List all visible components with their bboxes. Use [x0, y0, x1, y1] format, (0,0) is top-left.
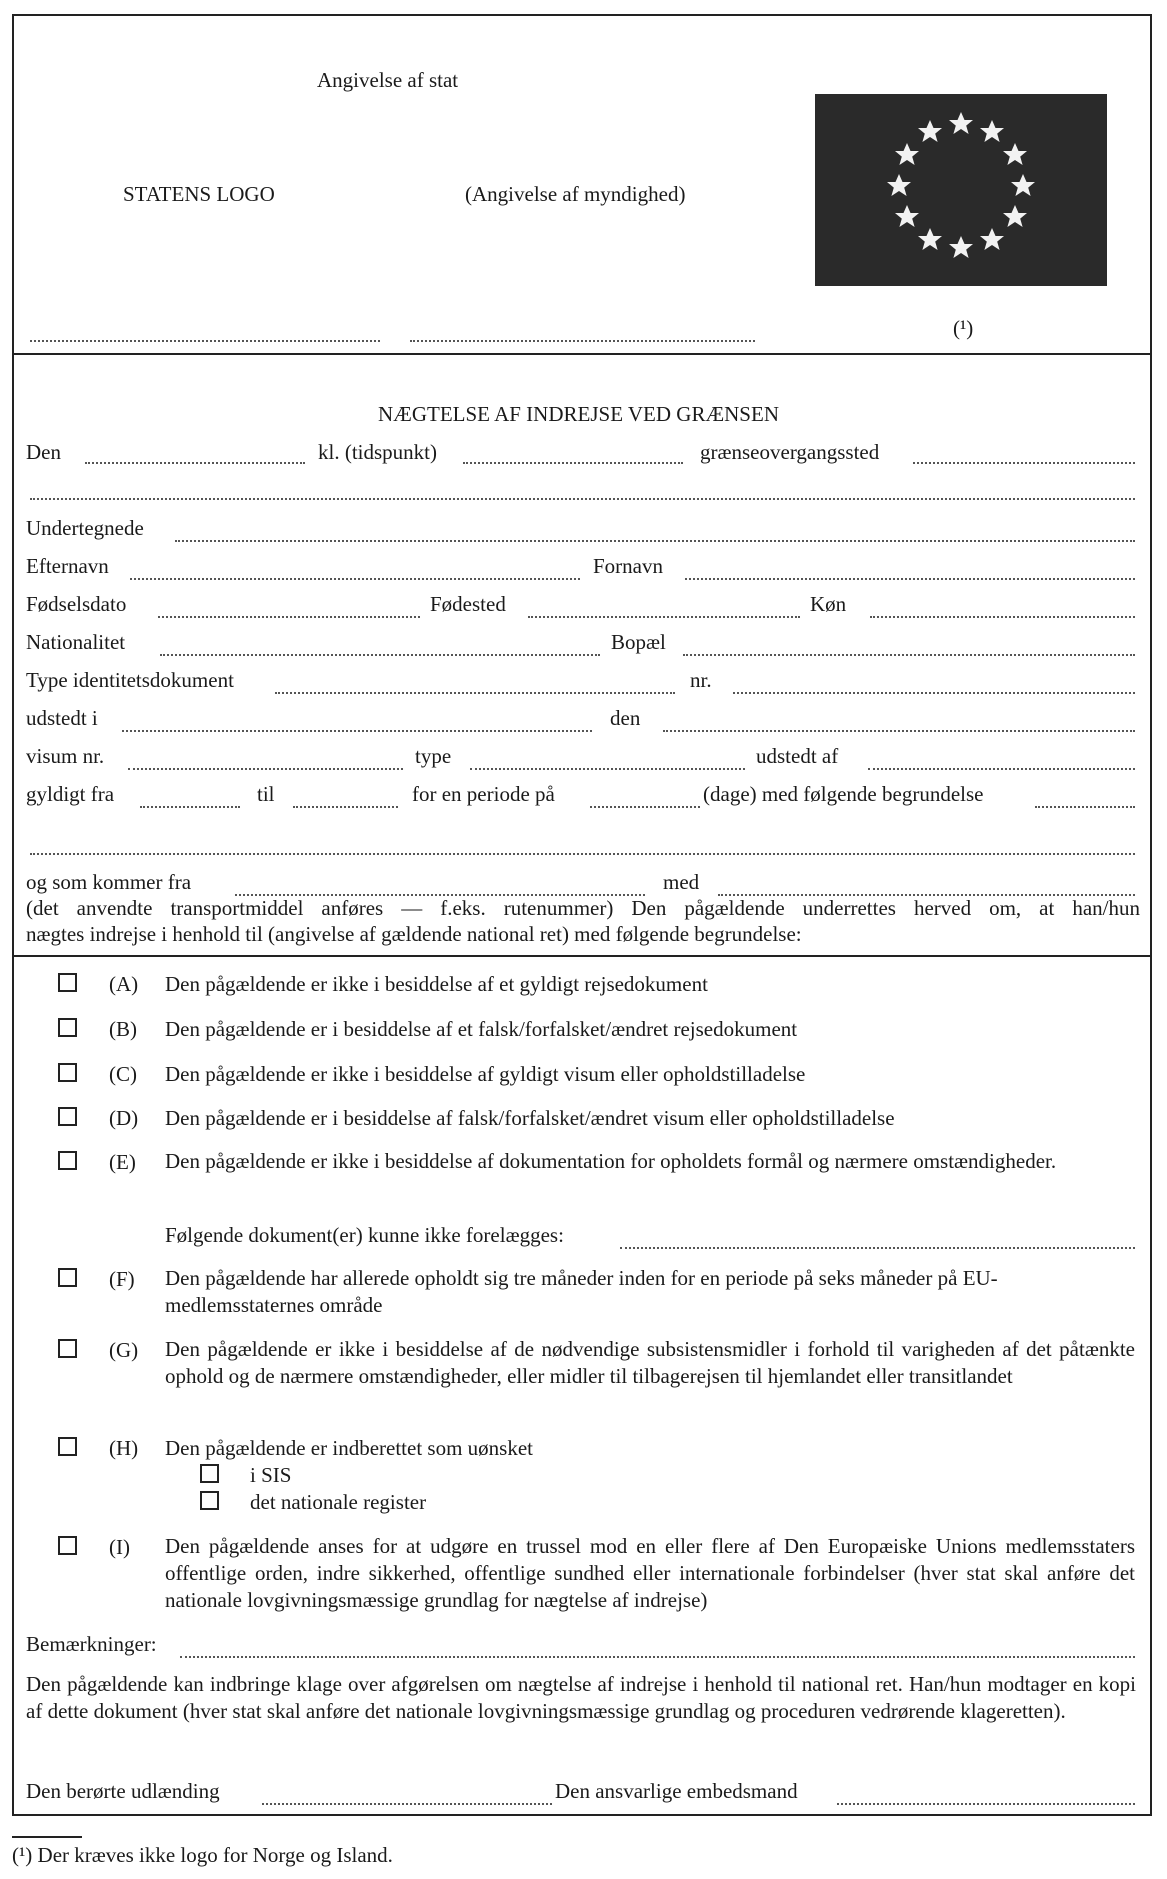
- reasons-divider: [12, 955, 1152, 957]
- id-number-label: nr.: [690, 668, 712, 692]
- reason-b-code: (B): [109, 1017, 137, 1041]
- days-reason-label: (dage) med følgende begrundelse: [703, 782, 984, 806]
- reason-e-documents-label: Følgende dokument(er) kunne ikke forelægges:: [165, 1223, 564, 1247]
- reason-g-checkbox[interactable]: [58, 1339, 77, 1358]
- undersigned-label: Undertegnede: [26, 516, 144, 540]
- surname-label: Efternavn: [26, 554, 109, 578]
- reason-c-checkbox[interactable]: [58, 1063, 77, 1082]
- reason-h-national-checkbox[interactable]: [200, 1491, 219, 1510]
- officer-signature-line[interactable]: [837, 1803, 1135, 1805]
- birthplace-label: Fødested: [430, 592, 506, 616]
- authority-field-line[interactable]: [410, 340, 755, 342]
- issued-in-field-line[interactable]: [122, 730, 592, 732]
- sex-field-line[interactable]: [870, 616, 1135, 618]
- days-reason-field-line[interactable]: [1035, 806, 1135, 808]
- date-field-line[interactable]: [85, 462, 305, 464]
- reason-i-text: Den pågældende anses for at udgøre en trussel mod en eller flere af Den Europæiske Unions medlemsstaters offentlige orden, indre sikkerhed, offentlige sundhed eller internationale forbindelser (hver stat skal anføre det nationale lovgivningsmæssige grundlag for nægtelse af indrejse): [165, 1534, 1135, 1612]
- eu-flag-icon: [815, 94, 1107, 286]
- surname-field-line[interactable]: [130, 578, 580, 580]
- reason-g-code: (G): [109, 1338, 139, 1362]
- remarks-label: Bemærkninger:: [26, 1632, 157, 1656]
- reason-f-text: Den pågældende har allerede opholdt sig tre måneder inden for en periode på seks måneder på EU-medlemsstaternes område: [165, 1266, 998, 1317]
- valid-from-label: gyldigt fra: [26, 782, 115, 806]
- reason-g-text: Den pågældende er ikke i besiddelse af de nødvendige subsistensmidler i forhold til varigheden af det påtænkte ophold og de nærmere omstændigheder, eller midler til tilbagerejsen til hjemlandet eller transitlandet: [165, 1337, 1135, 1388]
- reason-a-checkbox[interactable]: [58, 973, 77, 992]
- reason-f-code: (F): [109, 1267, 135, 1291]
- eu-flag-stars: [815, 94, 1107, 286]
- state-label: Angivelse af stat: [317, 68, 459, 92]
- border-crossing-label: grænseovergangssted: [700, 440, 880, 464]
- undersigned-field-line[interactable]: [175, 540, 1135, 542]
- issued-date-label: den: [610, 706, 641, 730]
- valid-to-label: til: [257, 782, 275, 806]
- footnote-text: (¹) Der kræves ikke logo for Norge og Island.: [12, 1843, 393, 1867]
- reason-c-text: Den pågældende er ikke i besiddelse af gyldigt visum eller opholdstilladelse: [165, 1062, 806, 1086]
- reason-c-code: (C): [109, 1062, 137, 1086]
- transport-note-line2: nægtes indrejse i henhold til (angivelse af gældende national ret) med følgende begrundelse:: [26, 922, 802, 946]
- birthplace-field-line[interactable]: [528, 616, 800, 618]
- reason-e-code: (E): [109, 1150, 136, 1174]
- footnote-ref: (¹): [953, 316, 974, 340]
- period-field-line[interactable]: [590, 806, 700, 808]
- reason-h-checkbox[interactable]: [58, 1437, 77, 1456]
- reason-e-text: Den pågældende er ikke i besiddelse af dokumentation for opholdets formål og nærmere omstændigheder.: [165, 1149, 1057, 1173]
- id-type-field-line[interactable]: [275, 692, 675, 694]
- reason-i-checkbox[interactable]: [58, 1536, 77, 1555]
- valid-from-field-line[interactable]: [140, 806, 240, 808]
- date-label: Den: [26, 440, 61, 464]
- reason-h-national-label: det nationale register: [250, 1490, 427, 1514]
- reason-h-sis-label: i SIS: [250, 1463, 292, 1487]
- visa-issued-by-label: udstedt af: [756, 744, 839, 768]
- residence-field-line[interactable]: [683, 654, 1135, 656]
- firstname-label: Fornavn: [593, 554, 663, 578]
- nationality-label: Nationalitet: [26, 630, 126, 654]
- blank-line[interactable]: [30, 498, 1135, 500]
- reason-h-sis-checkbox[interactable]: [200, 1464, 219, 1483]
- reason-d-checkbox[interactable]: [58, 1107, 77, 1126]
- foreigner-signature-line[interactable]: [262, 1803, 552, 1805]
- firstname-field-line[interactable]: [685, 578, 1135, 580]
- time-field-line[interactable]: [463, 462, 683, 464]
- reason-h-code: (H): [109, 1436, 139, 1460]
- logo-label: STATENS LOGO: [123, 182, 275, 206]
- issued-in-label: udstedt i: [26, 706, 98, 730]
- reason-d-code: (D): [109, 1106, 139, 1130]
- reason-i-code: (I): [109, 1535, 130, 1559]
- reason-d-text: Den pågældende er i besiddelse af falsk/forfalsket/ændret visum eller opholdstilladelse: [165, 1106, 895, 1130]
- remarks-field-line[interactable]: [180, 1656, 1135, 1658]
- reason-f-checkbox[interactable]: [58, 1268, 77, 1287]
- foreigner-signature-label: Den berørte udlænding: [26, 1779, 220, 1803]
- id-type-label: Type identitetsdokument: [26, 668, 234, 692]
- reason-h-text: Den pågældende er indberettet som uønsket: [165, 1436, 533, 1460]
- reason-a-text: Den pågældende er ikke i besiddelse af et gyldigt rejsedokument: [165, 972, 708, 996]
- authority-label: (Angivelse af myndighed): [465, 182, 686, 206]
- reason-a-code: (A): [109, 972, 139, 996]
- sex-label: Køn: [810, 592, 847, 616]
- transport-label: med: [663, 870, 700, 894]
- coming-from-label: og som kommer fra: [26, 870, 192, 894]
- state-field-line[interactable]: [30, 340, 380, 342]
- reason-e-documents-field-line[interactable]: [620, 1247, 1135, 1249]
- border-crossing-field-line[interactable]: [913, 462, 1135, 464]
- footnote-rule: [12, 1836, 82, 1838]
- residence-label: Bopæl: [611, 630, 666, 654]
- visa-issued-by-field-line[interactable]: [868, 768, 1135, 770]
- transport-note-line1: (det anvendte transportmiddel anføres — f.eks. rutenummer) Den pågældende underrettes herved om, at han/hun: [26, 896, 1140, 920]
- visa-number-field-line[interactable]: [128, 768, 403, 770]
- birthdate-field-line[interactable]: [158, 616, 420, 618]
- visa-type-label: type: [415, 744, 452, 768]
- reason-b-checkbox[interactable]: [58, 1018, 77, 1037]
- reason-e-checkbox[interactable]: [58, 1151, 77, 1170]
- period-label: for en periode på: [412, 782, 555, 806]
- time-label: kl. (tidspunkt): [318, 440, 437, 464]
- reason-blank-line[interactable]: [30, 853, 1135, 855]
- officer-signature-label: Den ansvarlige embedsmand: [555, 1779, 798, 1803]
- issued-date-field-line[interactable]: [663, 730, 1135, 732]
- reason-b-text: Den pågældende er i besiddelse af et falsk/forfalsket/ændret rejsedokument: [165, 1017, 798, 1041]
- appeal-text: Den pågældende kan indbringe klage over afgørelsen om nægtelse af indrejse i henhold til national ret. Han/hun modtager en kopi af dette dokument (hver stat skal anføre det nationale lovgivningsmæssige grundlag og proceduren vedrørende klageretten).: [26, 1672, 1136, 1723]
- id-number-field-line[interactable]: [733, 692, 1135, 694]
- visa-type-field-line[interactable]: [470, 768, 745, 770]
- header-divider: [12, 353, 1152, 355]
- form-title: NÆGTELSE AF INDREJSE VED GRÆNSEN: [378, 402, 779, 426]
- birthdate-label: Fødselsdato: [26, 592, 127, 616]
- visa-number-label: visum nr.: [26, 744, 105, 768]
- valid-to-field-line[interactable]: [293, 806, 398, 808]
- nationality-field-line[interactable]: [160, 654, 600, 656]
